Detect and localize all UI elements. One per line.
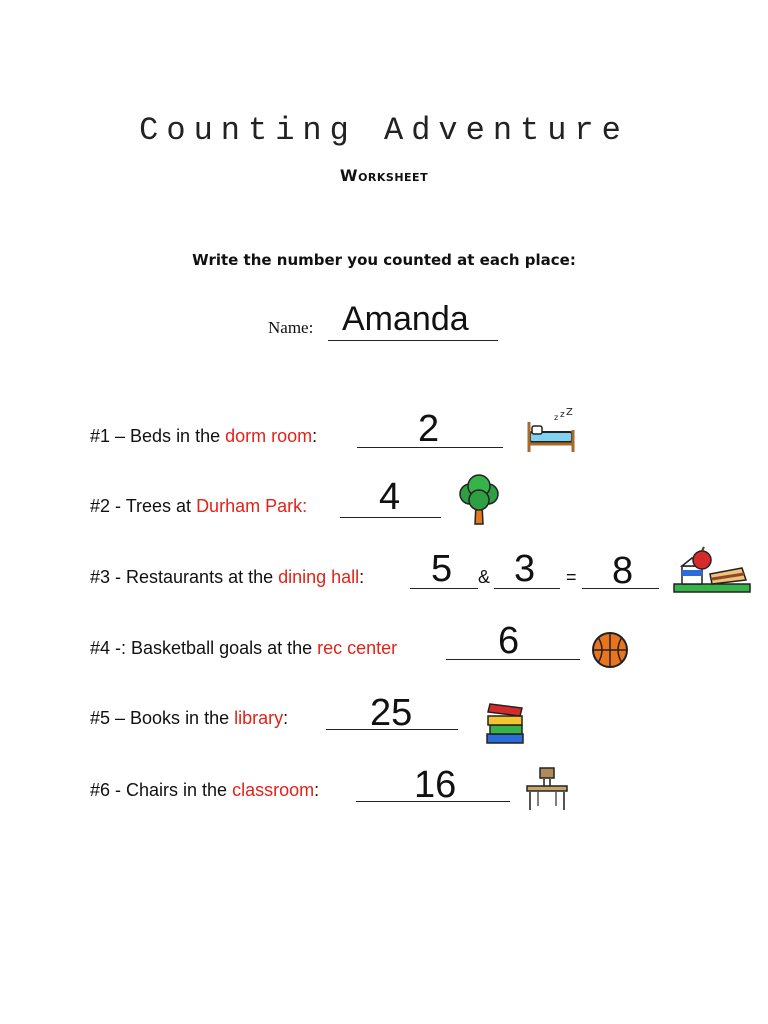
worksheet-subtitle: Worksheet — [339, 166, 429, 185]
item-6-prefix: #6 - Chairs in the — [90, 780, 233, 800]
item-2-place: Durham Park: — [196, 496, 308, 516]
item-6-suffix: : — [314, 780, 320, 800]
bed-icon — [526, 408, 576, 461]
item-5-prefix: #5 – Books in the — [90, 708, 235, 728]
basketball-icon — [590, 630, 630, 675]
svg-text:z: z — [554, 413, 559, 422]
item-3-equals: = — [566, 567, 577, 587]
item-6-answer[interactable]: 16 — [414, 764, 457, 806]
item-3-question — [90, 567, 364, 588]
item-5-question — [90, 708, 288, 729]
item-3-answer-b[interactable]: 3 — [514, 548, 536, 590]
item-6-place: classroom — [232, 780, 315, 800]
item-3-suffix: : — [359, 567, 365, 587]
item-3-place: dining hall — [278, 567, 360, 587]
item-4-answer[interactable]: 6 — [498, 620, 520, 662]
item-1-suffix: : — [312, 426, 318, 446]
books-icon — [484, 700, 526, 751]
name-label: Name: — [268, 318, 314, 337]
item-1-answer[interactable]: 2 — [418, 408, 440, 450]
item-5-suffix: : — [283, 708, 289, 728]
item-1-place: dorm room — [225, 426, 313, 446]
item-2-prefix: #2 - Trees at — [90, 496, 197, 516]
svg-text:z: z — [560, 410, 565, 420]
worksheet-title: Counting Adventure — [139, 112, 629, 149]
name-blank-line — [328, 340, 498, 341]
item-1-question — [90, 426, 317, 447]
item-6-question — [90, 780, 319, 801]
item-4-prefix: #4 -: Basketball goals at the — [90, 638, 318, 658]
name-field[interactable]: Amanda — [342, 300, 469, 338]
instructions-text: Write the number you counted at each place: — [192, 251, 576, 269]
item-1-prefix: #1 – Beds in the — [90, 426, 226, 446]
item-4-place: rec center — [317, 638, 398, 658]
item-5-place: library — [234, 708, 284, 728]
desk-chair-icon — [524, 766, 570, 817]
item-2-answer[interactable]: 4 — [379, 476, 401, 518]
tree-icon — [456, 474, 502, 533]
svg-text:Z: Z — [566, 408, 573, 418]
item-3-answer-total[interactable]: 8 — [612, 550, 634, 592]
item-2-question — [90, 496, 307, 517]
item-3-ampersand: & — [478, 567, 491, 587]
item-4-question — [90, 638, 397, 659]
item-3-prefix: #3 - Restaurants at the — [90, 567, 279, 587]
item-3-answer-a[interactable]: 5 — [431, 548, 453, 590]
lunch-icon — [672, 546, 752, 599]
item-5-answer[interactable]: 25 — [370, 692, 413, 734]
